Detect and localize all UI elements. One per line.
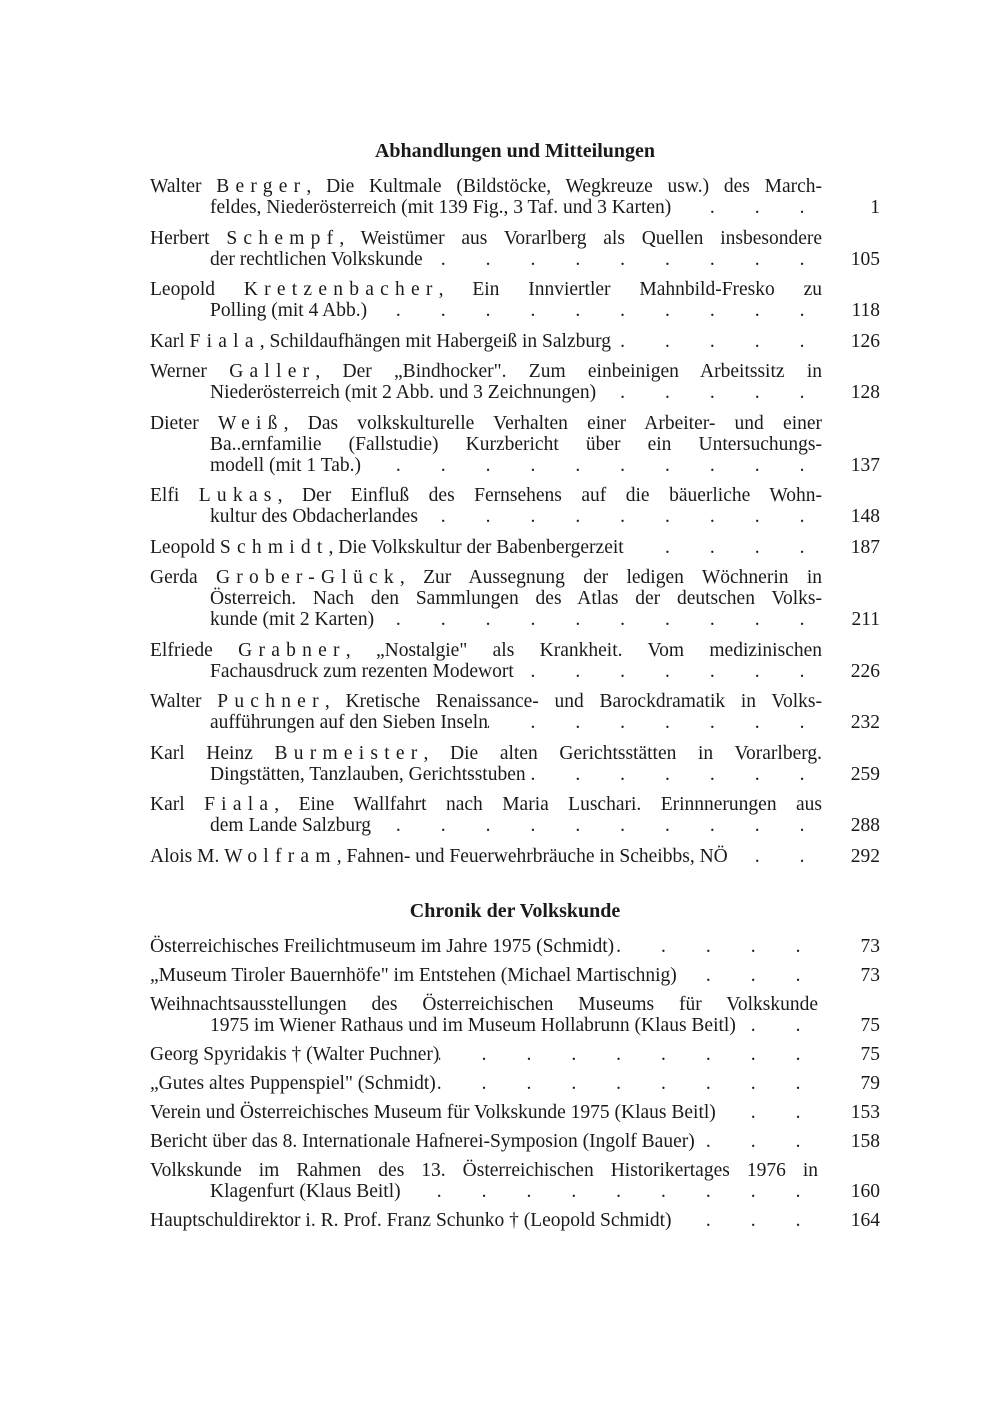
author-first-name: Elfriede xyxy=(150,639,213,661)
entry-line xyxy=(150,382,822,403)
leader-dots xyxy=(614,936,818,957)
toc-entry xyxy=(150,846,880,867)
leader-dots xyxy=(367,300,822,321)
page-number: 288 xyxy=(850,815,880,836)
entry-title: , Zur Aussegnung der ledigen Wöchnerin in xyxy=(399,567,822,588)
entry-text: Klagenfurt (Klaus Beitl) xyxy=(210,1181,401,1202)
author-last-name: Lukas xyxy=(198,485,278,506)
page-number: 73 xyxy=(860,965,880,986)
author-last-name: Schempf xyxy=(226,227,340,249)
author-last-name: Puchner xyxy=(217,691,325,712)
section-abhandlungen xyxy=(150,139,880,876)
section-heading: Chronik der Volkskunde xyxy=(409,900,621,922)
author-first-name: Werner xyxy=(150,361,207,382)
page-number: 164 xyxy=(850,1210,880,1231)
page-number: 118 xyxy=(851,300,880,321)
author-last-name: Kretzenbacher xyxy=(243,279,439,300)
toc-entry xyxy=(150,1131,880,1152)
entry-line xyxy=(150,1210,818,1231)
entry-line xyxy=(150,794,822,815)
entry-text xyxy=(150,331,611,352)
entry-title: , Schildaufhängen mit Habergeiß in Salzburg xyxy=(259,330,612,352)
entry-text: „Gutes altes Puppenspiel" (Schmidt) xyxy=(150,1073,436,1094)
author-last-name: Weiß xyxy=(217,412,284,434)
toc-entry xyxy=(150,228,880,270)
page-number: 75 xyxy=(860,1044,880,1065)
leader-dots xyxy=(736,1015,818,1036)
page-number: 158 xyxy=(850,1131,880,1152)
author-first-name: Elfi xyxy=(150,485,180,506)
entry-text: „Museum Tiroler Bauernhöfe" im Entstehen (Michael Martischnig) xyxy=(150,965,677,986)
toc-entry xyxy=(150,691,880,733)
author-last-name: Wolfram xyxy=(224,845,337,867)
leader-dots xyxy=(423,249,822,270)
entry-line xyxy=(150,965,818,986)
entry-text: Hauptschuldirektor i. R. Prof. Franz Schunko † (Leopold Schmidt) xyxy=(150,1210,672,1231)
author-last-name: Fiala xyxy=(204,794,275,815)
entry-line xyxy=(150,743,822,764)
entry-line xyxy=(150,455,822,476)
author-first-name: Karl xyxy=(150,794,185,815)
toc-entry xyxy=(150,1210,880,1231)
entry-title: , Weistümer aus Vorarlberg als Quellen insbesondere xyxy=(339,227,822,249)
entry-text: kunde (mit 2 Karten) xyxy=(210,609,375,630)
leader-dots xyxy=(436,1073,818,1094)
entry-line xyxy=(150,506,822,527)
leader-dots xyxy=(728,846,822,867)
entry-text: dem Lande Salzburg xyxy=(210,815,372,836)
page-number: 211 xyxy=(851,609,880,630)
entry-line xyxy=(150,712,822,733)
toc-entry xyxy=(150,537,880,558)
entry-title: , Eine Wallfahrt nach Maria Luschari. Erinnnerungen aus xyxy=(274,794,823,815)
toc-entry xyxy=(150,485,880,527)
toc-entry xyxy=(150,994,880,1036)
page-number: 79 xyxy=(860,1073,880,1094)
page-number: 160 xyxy=(850,1181,880,1202)
author-first-name: Walter xyxy=(150,176,202,197)
entry-text: kultur des Obdacherlandes xyxy=(210,506,418,527)
entry-text: Niederösterreich (mit 2 Abb. und 3 Zeichnungen) xyxy=(210,382,597,403)
author-first-name: Dieter xyxy=(150,412,199,434)
toc-entry xyxy=(150,1160,880,1202)
toc-entry xyxy=(150,1102,880,1123)
entry-text: aufführungen auf den Sieben Inseln xyxy=(210,712,488,733)
entry-line xyxy=(150,1015,818,1036)
entry-text: 1975 im Wiener Rathaus und im Museum Hollabrunn (Klaus Beitl) xyxy=(210,1015,736,1036)
entry-line xyxy=(150,1044,818,1065)
entry-line xyxy=(150,609,822,630)
page-number: 232 xyxy=(850,712,880,733)
entry-text: modell (mit 1 Tab.) xyxy=(210,454,362,476)
leader-dots xyxy=(418,506,822,527)
leader-dots xyxy=(596,382,822,403)
entry-title: , Der „Bindhocker". Zum einbeinigen Arbeitssitz in xyxy=(315,361,822,382)
author-last-name: Berger xyxy=(216,176,307,197)
entry-text: Österreichisches Freilichtmuseum im Jahre 1975 (Schmidt) xyxy=(150,936,615,957)
entry-text: Dingstätten, Tanzlauben, Gerichtsstuben xyxy=(210,763,526,785)
entry-line: Weihnachtsausstellungen des Österreichischen Museums für Volkskunde xyxy=(150,994,818,1015)
entry-line xyxy=(150,413,822,434)
toc-entry xyxy=(150,567,880,630)
entry-line xyxy=(150,661,822,682)
entry-line: Österreich. Nach den Sammlungen des Atlas der deutschen Volks- xyxy=(210,588,822,609)
entry-line xyxy=(150,691,822,712)
leader-dots xyxy=(716,1102,818,1123)
entry-line xyxy=(150,300,822,321)
toc-entry xyxy=(150,965,880,986)
toc-entry xyxy=(150,1044,880,1065)
toc-entry xyxy=(150,331,880,352)
toc-entry xyxy=(150,1073,880,1094)
entry-title: , Die alten Gerichtsstätten in Vorarlberg. xyxy=(423,742,822,764)
entry-line xyxy=(150,197,822,218)
leader-dots xyxy=(672,1210,818,1231)
entry-text: Polling (mit 4 Abb.) xyxy=(210,300,368,321)
entry-title: , Die Kultmale (Bildstöcke, Wegkreuze usw.) des March- xyxy=(306,176,822,197)
entry-text: feldes, Niederösterreich (mit 139 Fig., 3 Taf. und 3 Karten) xyxy=(210,197,672,218)
toc-entry xyxy=(150,936,880,957)
entry-text xyxy=(150,537,624,558)
author-last-name: Burmeister xyxy=(274,742,424,764)
page-number: 292 xyxy=(850,845,880,867)
author-first-name: Herbert xyxy=(150,227,210,249)
page-number: 148 xyxy=(850,506,880,527)
entry-title: , Das volkskulturelle Verhalten einer Arbeiter- und einer xyxy=(283,412,823,434)
leader-dots xyxy=(488,712,822,733)
entry-line xyxy=(150,640,822,661)
entry-title: , Der Einfluß des Fernsehens auf die bäuerliche Wohn- xyxy=(277,485,823,506)
author-first-name: Karl xyxy=(150,330,185,352)
section-chronik xyxy=(150,899,880,1239)
toc-list xyxy=(150,176,880,867)
page-number: 1 xyxy=(870,197,880,218)
page-number: 128 xyxy=(850,382,880,403)
entry-line xyxy=(150,361,822,382)
author-last-name: Galler xyxy=(229,361,316,382)
entry-text: Fachausdruck zum rezenten Modewort xyxy=(210,660,514,682)
entry-text: der rechtlichen Volkskunde xyxy=(210,248,423,270)
entry-title: , Fahnen- und Feuerwehrbräuche in Scheibbs, NÖ xyxy=(336,845,728,867)
entry-line xyxy=(150,176,822,197)
leader-dots xyxy=(514,661,822,682)
author-first-name: Leopold xyxy=(150,536,215,558)
entry-title: , Die Volkskultur der Babenbergerzeit xyxy=(328,536,624,558)
page-number: 126 xyxy=(850,330,880,352)
entry-line xyxy=(150,537,822,558)
entry-line xyxy=(150,249,822,270)
entry-line xyxy=(150,846,822,867)
entry-text xyxy=(150,846,728,867)
leader-dots xyxy=(624,537,822,558)
leader-dots xyxy=(371,815,822,836)
entry-line xyxy=(150,815,822,836)
leader-dots xyxy=(695,1131,818,1152)
entry-line: Volkskunde im Rahmen des 13. Österreichischen Historikertages 1976 in xyxy=(150,1160,818,1181)
leader-dots xyxy=(526,764,822,785)
author-last-name: Schmidt xyxy=(219,536,329,558)
leader-dots xyxy=(439,1044,818,1065)
toc-entry xyxy=(150,640,880,682)
page-number: 259 xyxy=(850,763,880,785)
toc-list xyxy=(150,936,880,1231)
entry-line xyxy=(150,1102,818,1123)
entry-line xyxy=(150,1181,818,1202)
author-first-name: Gerda xyxy=(150,567,198,588)
entry-text: Georg Spyridakis † (Walter Puchner) xyxy=(150,1044,440,1065)
entry-line xyxy=(150,331,822,352)
author-last-name: Grober-Glück xyxy=(215,567,400,588)
leader-dots xyxy=(677,965,818,986)
entry-line xyxy=(150,1073,818,1094)
entry-line xyxy=(150,485,822,506)
entry-line xyxy=(150,567,822,588)
author-first-name: Karl Heinz xyxy=(150,742,253,764)
entry-title: , „Nostalgie" als Krankheit. Vom medizinischen xyxy=(345,639,822,661)
author-first-name: Walter xyxy=(150,691,202,712)
toc-entry xyxy=(150,279,880,321)
entry-text: Verein und Österreichisches Museum für Volkskunde 1975 (Klaus Beitl) xyxy=(150,1102,716,1123)
author-first-name: Alois M. xyxy=(150,845,220,867)
entry-line: Ba..ernfamilie (Fallstudie) Kurzbericht über ein Untersuchungs- xyxy=(210,433,822,455)
leader-dots xyxy=(361,455,822,476)
leader-dots xyxy=(401,1181,818,1202)
author-first-name: Leopold xyxy=(150,279,215,300)
page-number: 75 xyxy=(860,1015,880,1036)
entry-line xyxy=(150,279,822,300)
page-number: 137 xyxy=(850,454,880,476)
entry-line xyxy=(150,228,822,249)
toc-entry xyxy=(150,361,880,403)
entry-line xyxy=(150,936,818,957)
page-number: 226 xyxy=(850,660,880,682)
section-heading: Abhandlungen und Mitteilungen xyxy=(374,140,656,162)
toc-entry xyxy=(150,794,880,836)
page-number: 105 xyxy=(850,248,880,270)
toc-entry xyxy=(150,743,880,785)
entry-line xyxy=(150,764,822,785)
leader-dots xyxy=(374,609,822,630)
toc-entry xyxy=(150,413,880,476)
leader-dots xyxy=(611,331,822,352)
author-last-name: Fiala xyxy=(189,330,260,352)
leader-dots xyxy=(671,197,822,218)
entry-title: , Kretische Renaissance- und Barockdramatik in Volks- xyxy=(324,691,822,712)
entry-line xyxy=(150,1131,818,1152)
entry-title: , Ein Innviertler Mahnbild-Fresko zu xyxy=(438,279,823,300)
page-number: 73 xyxy=(860,936,880,957)
page-number: 153 xyxy=(850,1102,880,1123)
page-number: 187 xyxy=(850,536,880,558)
entry-text: Bericht über das 8. Internationale Hafnerei-Symposion (Ingolf Bauer) xyxy=(150,1131,695,1152)
toc-entry xyxy=(150,176,880,218)
author-last-name: Grabner xyxy=(238,639,346,661)
